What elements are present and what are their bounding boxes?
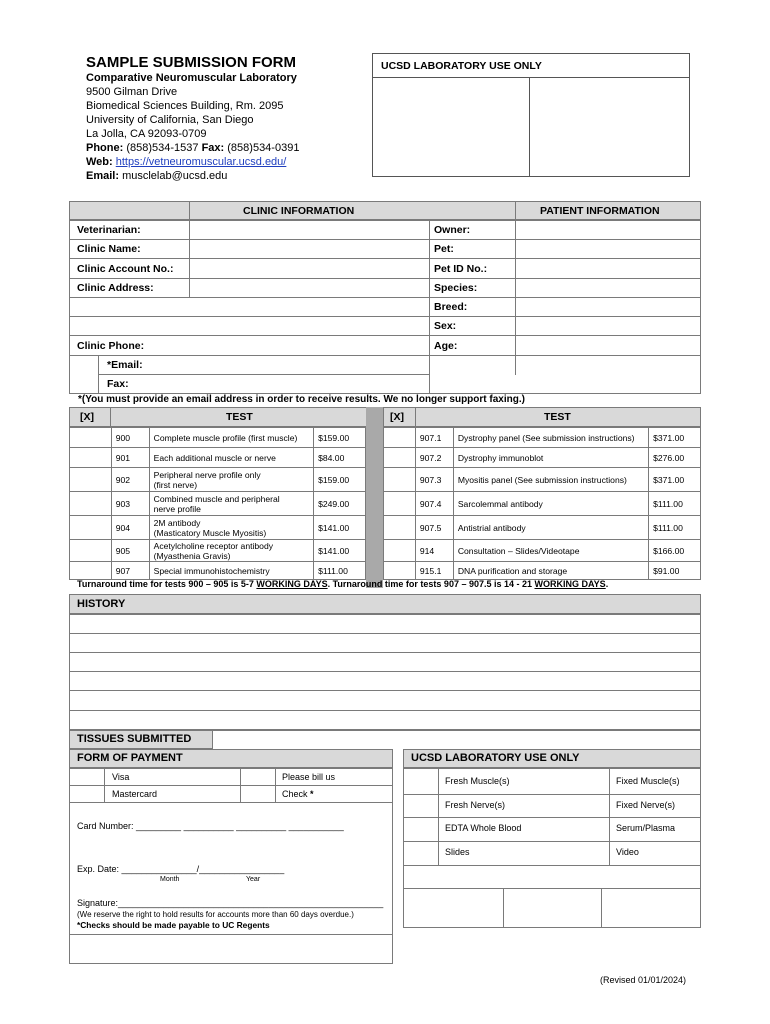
web-label: Web: bbox=[86, 156, 113, 168]
test-row bbox=[70, 492, 366, 516]
test-price: $166.00 bbox=[649, 540, 701, 562]
tests-right-table bbox=[383, 427, 701, 580]
lab-name: Comparative Neuromuscular Laboratory bbox=[86, 72, 297, 84]
test-row bbox=[70, 540, 366, 562]
lab-fresh-muscle: Fresh Muscle(s) bbox=[445, 776, 510, 786]
test-code: 907.4 bbox=[415, 492, 453, 516]
turnaround-text-a: Turnaround time for tests 900 – 905 is 5-7 bbox=[77, 579, 257, 589]
test-code: 914 bbox=[415, 540, 453, 562]
test-code: 907.3 bbox=[415, 468, 453, 492]
test-price: $159.00 bbox=[314, 468, 366, 492]
clinic-fax-label: Fax: bbox=[107, 378, 129, 390]
test-price: $141.00 bbox=[314, 540, 366, 562]
history-title: HISTORY bbox=[77, 598, 126, 610]
test-price: $91.00 bbox=[649, 562, 701, 580]
test-code: 915.1 bbox=[415, 562, 453, 580]
tests-left-test-header: TEST bbox=[226, 411, 253, 423]
test-name: Myositis panel (See submission instructions) bbox=[453, 468, 648, 492]
email-value: musclelab@ucsd.edu bbox=[122, 170, 228, 182]
fax-value: (858)534-0391 bbox=[227, 142, 300, 154]
tissues-title: TISSUES SUBMITTED bbox=[77, 733, 192, 745]
test-name: Acetylcholine receptor antibody (Myasthenia Gravis) bbox=[149, 540, 313, 562]
test-checkbox-right-3[interactable] bbox=[384, 492, 416, 516]
turnaround-text-b: . Turnaround time for tests 907 – 907.5 is 14 - 21 bbox=[327, 579, 535, 589]
test-name: Consultation – Slides/Videotape bbox=[453, 540, 648, 562]
lab-use-top-title: UCSD LABORATORY USE ONLY bbox=[381, 60, 542, 72]
test-name: Antistrial antibody bbox=[453, 516, 648, 540]
age-label: Age: bbox=[434, 340, 458, 352]
test-name: Dystrophy panel (See submission instructions) bbox=[453, 428, 648, 448]
signature-field[interactable]: Signature:_____________________________________________________ bbox=[77, 898, 384, 908]
test-price: $371.00 bbox=[649, 428, 701, 448]
clinic-patient-grid bbox=[69, 220, 701, 394]
veterinarian-label: Veterinarian: bbox=[77, 224, 141, 236]
pet-id-label: Pet ID No.: bbox=[434, 263, 488, 275]
address-line-4: La Jolla, CA 92093-0709 bbox=[86, 128, 207, 140]
clinic-email-label: *Email: bbox=[107, 359, 143, 371]
test-name: Peripheral nerve profile only (first nerve) bbox=[149, 468, 313, 492]
address-line-1: 9500 Gilman Drive bbox=[86, 86, 178, 98]
test-price: $276.00 bbox=[649, 448, 701, 468]
checks-note: *Checks should be made payable to UC Regents bbox=[77, 920, 270, 930]
lab-slides: Slides bbox=[445, 847, 470, 857]
address-line-2: Biomedical Sciences Building, Rm. 2095 bbox=[86, 100, 284, 112]
bill-us-option[interactable]: Please bill us bbox=[282, 772, 336, 782]
test-price: $159.00 bbox=[314, 428, 366, 448]
check-label: Check bbox=[282, 789, 311, 799]
lab-use-bottom-title: UCSD LABORATORY USE ONLY bbox=[411, 752, 580, 764]
reserve-note: (We reserve the right to hold results for accounts more than 60 days overdue.) bbox=[77, 910, 354, 919]
tests-right-x-header: [X] bbox=[390, 411, 404, 423]
email-label: Email: bbox=[86, 170, 120, 182]
test-name: Complete muscle profile (first muscle) bbox=[149, 428, 313, 448]
test-price: $141.00 bbox=[314, 516, 366, 540]
exp-month-caption: Month bbox=[160, 876, 180, 883]
pet-label: Pet: bbox=[434, 243, 454, 255]
web-line bbox=[86, 156, 286, 168]
test-name: Each additional muscle or nerve bbox=[149, 448, 313, 468]
website-link[interactable]: https://vetneuromuscular.ucsd.edu/ bbox=[115, 156, 287, 168]
species-label: Species: bbox=[434, 282, 478, 294]
form-title: SAMPLE SUBMISSION FORM bbox=[86, 54, 297, 71]
owner-label: Owner: bbox=[434, 224, 471, 236]
clinic-info-title: CLINIC INFORMATION bbox=[243, 205, 355, 217]
fax-label: Fax: bbox=[201, 142, 225, 154]
visa-option[interactable]: Visa bbox=[112, 772, 130, 782]
test-row bbox=[384, 562, 701, 580]
test-row bbox=[384, 540, 701, 562]
phone-value: (858)534-1537 bbox=[126, 142, 199, 154]
test-checkbox-right-6[interactable] bbox=[384, 562, 416, 580]
test-code: 905 bbox=[111, 540, 149, 562]
test-row bbox=[384, 468, 701, 492]
sex-label: Sex: bbox=[434, 320, 457, 332]
phone-line bbox=[86, 142, 299, 154]
patient-info-title: PATIENT INFORMATION bbox=[540, 205, 660, 217]
test-checkbox-left-1[interactable] bbox=[70, 448, 112, 468]
lab-serum-plasma: Serum/Plasma bbox=[616, 823, 676, 833]
test-checkbox-right-4[interactable] bbox=[384, 516, 416, 540]
test-checkbox-right-0[interactable] bbox=[384, 428, 416, 448]
turnaround-end: . bbox=[605, 579, 609, 589]
breed-label: Breed: bbox=[434, 301, 468, 313]
test-name: Sarcolemmal antibody bbox=[453, 492, 648, 516]
lab-fresh-nerve: Fresh Nerve(s) bbox=[445, 800, 506, 810]
test-row bbox=[384, 492, 701, 516]
test-checkbox-left-3[interactable] bbox=[70, 492, 112, 516]
revised-date: (Revised 01/01/2024) bbox=[600, 975, 687, 985]
test-price: $111.00 bbox=[649, 516, 701, 540]
test-checkbox-right-2[interactable] bbox=[384, 468, 416, 492]
phone-label: Phone: bbox=[86, 142, 124, 154]
address-line-3: University of California, San Diego bbox=[86, 114, 254, 126]
test-code: 907 bbox=[111, 562, 149, 580]
test-checkbox-left-4[interactable] bbox=[70, 516, 112, 540]
test-row bbox=[70, 516, 366, 540]
test-code: 902 bbox=[111, 468, 149, 492]
email-line bbox=[86, 170, 227, 182]
test-row bbox=[384, 428, 701, 448]
turnaround-note bbox=[77, 579, 608, 589]
test-checkbox-left-5[interactable] bbox=[70, 540, 112, 562]
working-days-a: WORKING DAYS bbox=[256, 579, 328, 589]
clinic-name-label: Clinic Name: bbox=[77, 243, 141, 255]
test-code: 901 bbox=[111, 448, 149, 468]
tests-right-test-header: TEST bbox=[544, 411, 571, 423]
test-row bbox=[70, 562, 366, 580]
history-lines[interactable] bbox=[69, 614, 701, 730]
tests-left-x-header: [X] bbox=[80, 411, 94, 423]
test-price: $84.00 bbox=[314, 448, 366, 468]
card-number-field[interactable]: Card Number: _________ __________ __________ ___________ bbox=[77, 821, 344, 831]
lab-fixed-nerve: Fixed Nerve(s) bbox=[616, 800, 676, 810]
lab-edta-blood: EDTA Whole Blood bbox=[445, 823, 522, 833]
clinic-phone-label: Clinic Phone: bbox=[77, 340, 145, 352]
history-header bbox=[69, 594, 701, 614]
check-option[interactable] bbox=[282, 789, 314, 799]
check-star: * bbox=[310, 789, 314, 799]
test-code: 900 bbox=[111, 428, 149, 448]
test-checkbox-right-5[interactable] bbox=[384, 540, 416, 562]
tests-header-row bbox=[69, 407, 701, 427]
test-name: Dystrophy immunoblot bbox=[453, 448, 648, 468]
test-row bbox=[384, 516, 701, 540]
test-name: Special immunohistochemistry bbox=[149, 562, 313, 580]
test-row bbox=[384, 448, 701, 468]
mastercard-option[interactable]: Mastercard bbox=[112, 789, 158, 799]
lab-fixed-muscle: Fixed Muscle(s) bbox=[616, 776, 680, 786]
test-code: 907.2 bbox=[415, 448, 453, 468]
tests-left-table bbox=[69, 427, 366, 580]
test-checkbox-left-6[interactable] bbox=[70, 562, 112, 580]
test-price: $249.00 bbox=[314, 492, 366, 516]
working-days-b: WORKING DAYS bbox=[534, 579, 606, 589]
test-code: 907.1 bbox=[415, 428, 453, 448]
clinic-account-label: Clinic Account No.: bbox=[77, 263, 174, 275]
test-code: 907.5 bbox=[415, 516, 453, 540]
email-required-note: *(You must provide an email address in order to receive results. We no longer support faxing.) bbox=[78, 394, 525, 405]
test-checkbox-left-2[interactable] bbox=[70, 468, 112, 492]
test-row bbox=[70, 468, 366, 492]
test-checkbox-right-1[interactable] bbox=[384, 448, 416, 468]
test-name: 2M antibody (Masticatory Muscle Myositis) bbox=[149, 516, 313, 540]
exp-date-field[interactable]: Exp. Date: _______________/_________________ bbox=[77, 864, 285, 874]
test-price: $371.00 bbox=[649, 468, 701, 492]
test-code: 904 bbox=[111, 516, 149, 540]
test-name: Combined muscle and peripheral nerve profile bbox=[149, 492, 313, 516]
test-row bbox=[70, 448, 366, 468]
test-code: 903 bbox=[111, 492, 149, 516]
test-name: DNA purification and storage bbox=[453, 562, 648, 580]
test-checkbox-left-0[interactable] bbox=[70, 428, 112, 448]
exp-year-caption: Year bbox=[246, 876, 261, 883]
test-row bbox=[70, 428, 366, 448]
lab-video: Video bbox=[616, 847, 639, 857]
clinic-address-label: Clinic Address: bbox=[77, 282, 154, 294]
test-price: $111.00 bbox=[649, 492, 701, 516]
test-price: $111.00 bbox=[314, 562, 366, 580]
payment-title: FORM OF PAYMENT bbox=[77, 752, 183, 764]
